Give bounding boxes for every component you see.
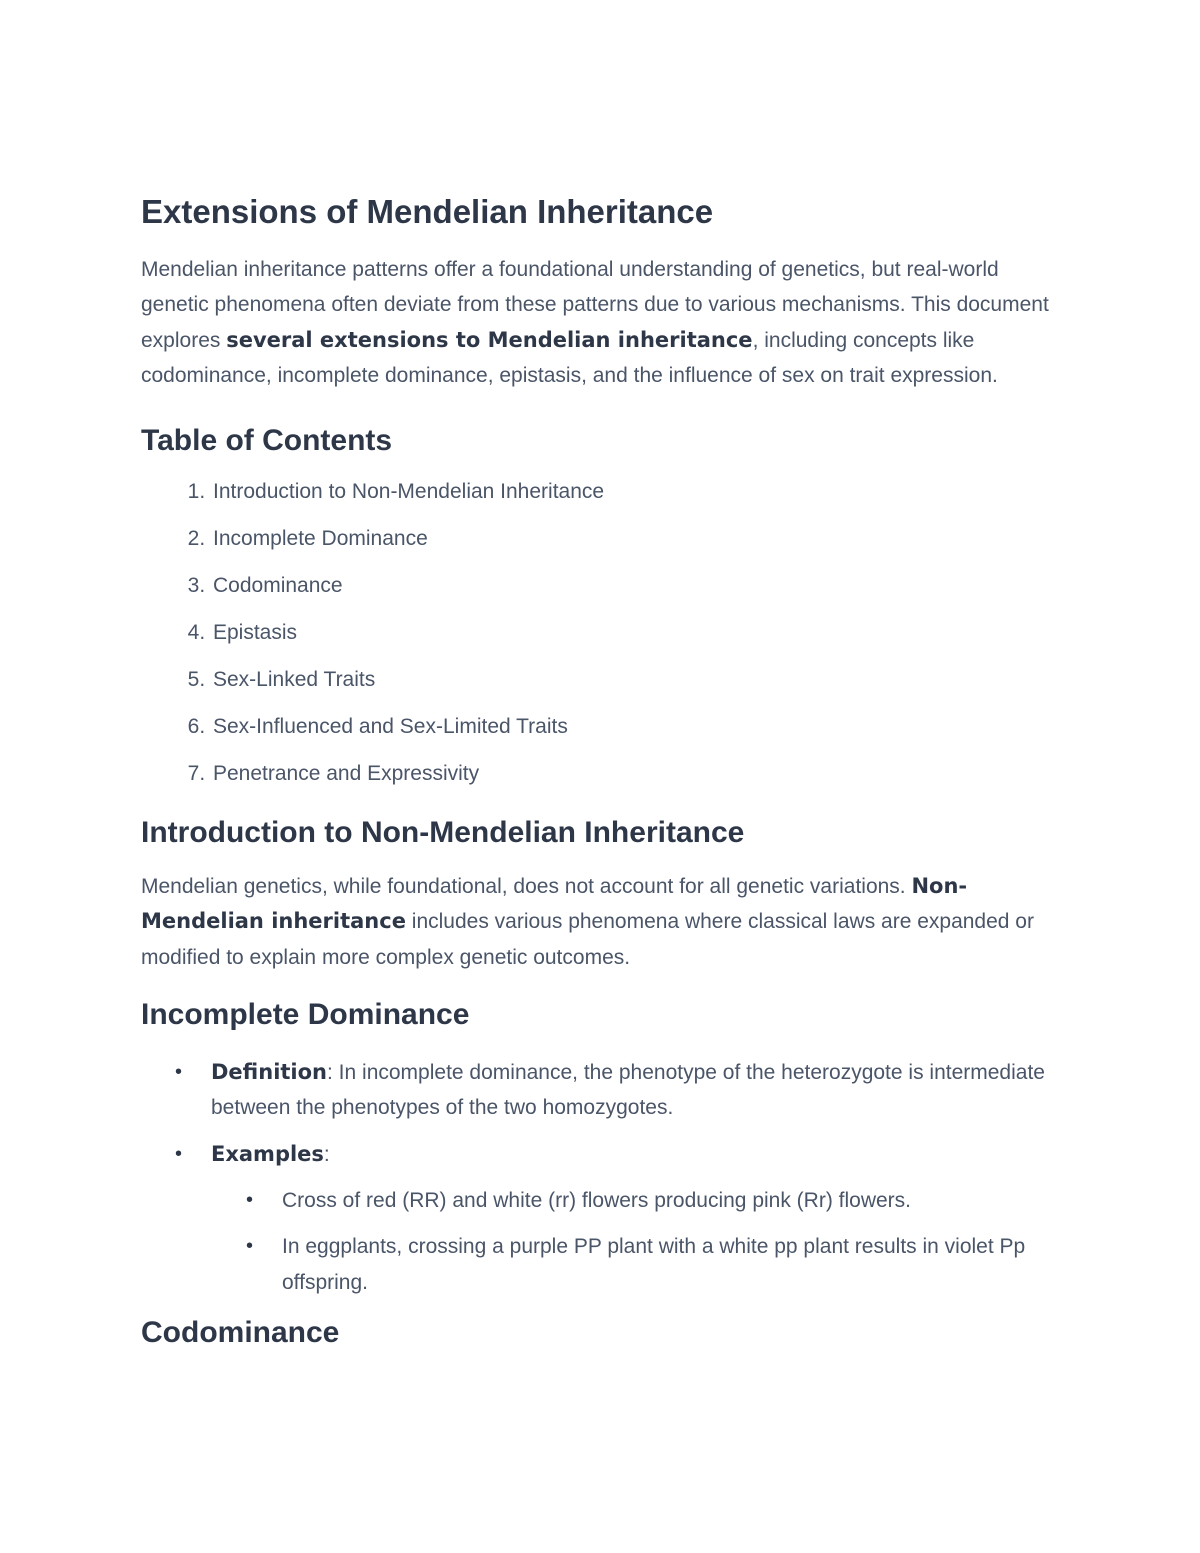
toc-item: 7. Penetrance and Expressivity [211, 761, 1061, 787]
toc-item: 2. Incomplete Dominance [211, 526, 1061, 552]
introduction-paragraph [141, 869, 1061, 975]
definition-text: : In incomplete dominance, the phenotype of the heterozygote is intermediate between the phenotypes of the two homozygotes. [211, 1061, 1045, 1120]
introduction-text-before: Mendelian genetics, while foundational, does not account for all genetic variations. [141, 875, 912, 899]
intro-paragraph [141, 252, 1061, 393]
section-heading-introduction: Introduction to Non-Mendelian Inheritance [141, 816, 745, 850]
examples-label: Examples [211, 1141, 324, 1166]
list-item-examples [211, 1137, 1061, 1300]
introduction-text-after: includes various phenomena where classical laws are expanded or modified to explain more complex genetic outcomes. [141, 910, 1034, 969]
intro-text-before: Mendelian inheritance patterns offer a foundational understanding of genetics, but real-world genetic phenomena often deviate from these patterns due to various mechanisms. This document explores [141, 258, 1049, 352]
toc-item: 5. Sex-Linked Traits [211, 667, 1061, 693]
toc-item: 4. Epistasis [211, 620, 1061, 646]
toc-item: 1. Introduction to Non-Mendelian Inheritance [211, 479, 1061, 505]
document-page [141, 188, 1061, 1355]
document-title: Extensions of Mendelian Inheritance [141, 193, 714, 230]
incomplete-dominance-list [141, 1055, 1061, 1300]
list-item-definition [211, 1055, 1061, 1126]
table-of-contents [141, 479, 1061, 787]
definition-label: Definition [211, 1060, 328, 1085]
toc-item: 6. Sex-Influenced and Sex-Limited Traits [211, 714, 1061, 740]
toc-item: 3. Codominance [211, 573, 1061, 599]
examples-colon: : [323, 1142, 330, 1166]
example-item: • Cross of red (RR) and white (rr) flowers producing pink (Rr) flowers. [282, 1183, 1061, 1218]
intro-text-after: , including concepts like codominance, incomplete dominance, epistasis, and the influence of sex on trait expression. [141, 328, 998, 387]
toc-heading: Table of Contents [141, 424, 393, 458]
example-item: • In eggplants, crossing a purple PP plant with a white pp plant results in violet Pp offspring. [282, 1229, 1061, 1300]
introduction-bold-phrase: Non-Mendelian inheritance [141, 874, 968, 934]
section-heading-codominance: Codominance [141, 1315, 340, 1349]
intro-bold-phrase: several extensions to Mendelian inheritance [226, 327, 753, 352]
examples-sublist [211, 1183, 1061, 1300]
section-heading-incomplete-dominance: Incomplete Dominance [141, 998, 470, 1032]
